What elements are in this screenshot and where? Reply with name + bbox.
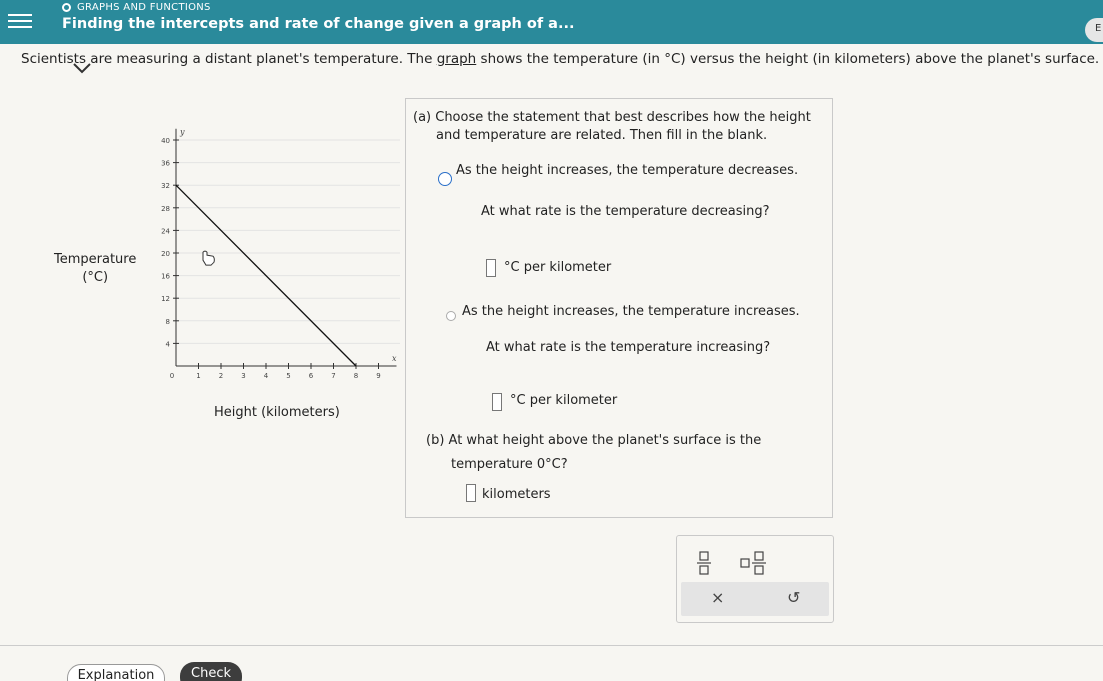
increasing-rate-unit: °C per kilometer xyxy=(510,393,618,408)
y-tick-label: 12 xyxy=(161,295,170,304)
option-increases-radio[interactable] xyxy=(446,311,456,321)
y-axis-label xyxy=(54,251,136,287)
y-tick-label: 40 xyxy=(161,137,170,145)
y-tick-label: 8 xyxy=(165,317,170,326)
corner-tab-button[interactable]: E xyxy=(1085,18,1103,42)
y-axis-label-line2: (°C) xyxy=(82,270,109,285)
y-tick-label: 32 xyxy=(161,182,170,191)
clear-icon[interactable]: × xyxy=(711,588,725,607)
problem-statement xyxy=(21,51,1099,67)
x-tick-label: 2 xyxy=(218,372,224,380)
x-tick-label: 0 xyxy=(169,372,175,380)
menu-icon[interactable] xyxy=(8,10,32,30)
option-decreases-radio[interactable] xyxy=(438,172,452,186)
keypad-action-row xyxy=(681,582,829,616)
decreasing-rate-input[interactable] xyxy=(486,259,496,277)
x-tick-label: 1 xyxy=(196,372,201,380)
y-axis-label-line1: Temperature xyxy=(54,252,137,267)
x-tick-label: 3 xyxy=(241,372,246,380)
option-increases-label[interactable]: As the height increases, the temperature increases. xyxy=(462,304,800,319)
y-tick-label: 36 xyxy=(161,159,170,168)
fraction-icon[interactable] xyxy=(693,550,715,576)
part-a-question-line1: (a) Choose the statement that best describes how the height xyxy=(413,110,811,125)
x-tick-label: 4 xyxy=(263,372,269,380)
height-answer-input[interactable] xyxy=(466,484,476,502)
graph-link[interactable]: graph xyxy=(436,51,477,67)
prompt-text-1: Scientists are measuring a distant planet's temperature. The xyxy=(21,51,437,67)
x-tick-label: 6 xyxy=(308,372,314,380)
x-tick-label: 8 xyxy=(353,372,359,380)
part-b-question-line1: (b) At what height above the planet's surface is the xyxy=(426,433,762,448)
part-a-question-line2: and temperature are related. Then fill in the blank. xyxy=(436,128,768,143)
top-bar xyxy=(0,0,1103,44)
y-variable-label: y xyxy=(180,127,185,137)
footer-bar xyxy=(0,645,1103,681)
graph-area xyxy=(140,110,400,390)
height-answer-unit: kilometers xyxy=(482,487,551,502)
increasing-rate-question: At what rate is the temperature increasing? xyxy=(486,340,771,355)
x-tick-label: 9 xyxy=(376,372,381,380)
check-button[interactable]: Check xyxy=(180,662,242,681)
y-tick-label: 28 xyxy=(161,204,170,213)
answer-panel xyxy=(405,98,833,518)
math-keypad xyxy=(676,535,834,623)
y-tick-label: 4 xyxy=(165,340,170,349)
x-variable-label: x xyxy=(392,354,397,363)
explanation-button[interactable]: Explanation xyxy=(67,664,165,681)
increasing-rate-input[interactable] xyxy=(492,393,502,411)
topic-label xyxy=(62,2,211,13)
mixed-number-icon[interactable] xyxy=(739,550,769,576)
y-tick-label: 16 xyxy=(161,272,170,281)
part-b-question-line2: temperature 0°C? xyxy=(451,457,568,472)
x-axis-label: Height (kilometers) xyxy=(214,405,340,420)
y-tick-label: 20 xyxy=(161,250,170,258)
decreasing-rate-question: At what rate is the temperature decreasing? xyxy=(481,204,770,219)
temperature-graph xyxy=(140,110,400,390)
option-decreases-label[interactable]: As the height increases, the temperature decreases. xyxy=(456,163,799,178)
page-title: Finding the intercepts and rate of change given a graph of a... xyxy=(62,16,575,32)
x-tick-label: 5 xyxy=(286,372,291,380)
x-tick-label: 7 xyxy=(331,372,336,380)
decreasing-rate-unit: °C per kilometer xyxy=(504,260,612,275)
y-tick-label: 24 xyxy=(161,227,170,236)
topic-dot-icon xyxy=(62,3,71,12)
undo-icon[interactable]: ↺ xyxy=(787,588,801,607)
prompt-text-2: shows the temperature (in °C) versus the height (in kilometers) above the planet's surface. xyxy=(476,51,1100,67)
topic-text: GRAPHS AND FUNCTIONS xyxy=(77,2,211,13)
